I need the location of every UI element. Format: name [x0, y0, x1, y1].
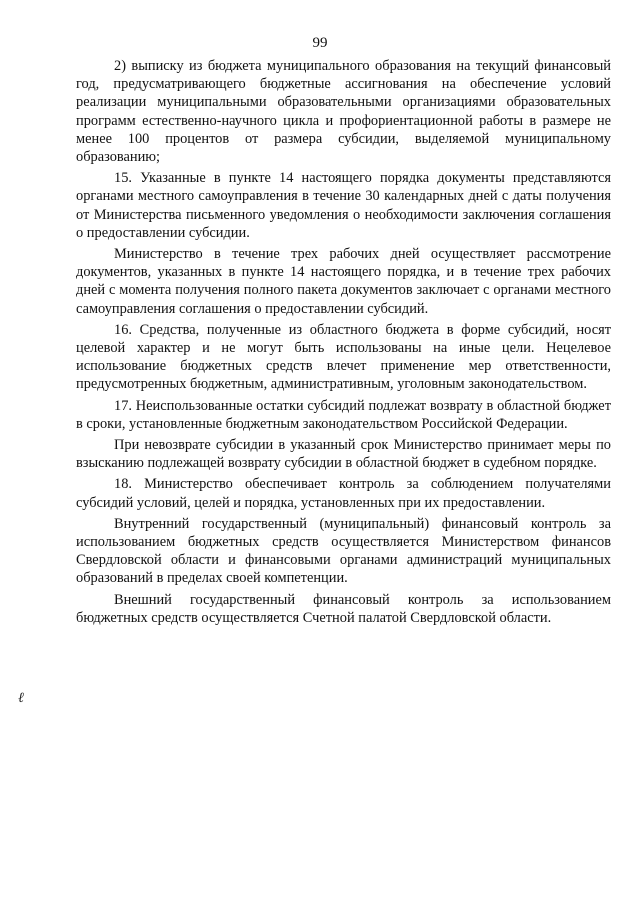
document-body	[76, 57, 611, 630]
paragraph-internal-control: Внутренний государственный (муниципальный) финансовый контроль за использованием бюджетных средств осуществляется Министерством финансов Свердловской области и финансовыми органами администраций муниципальных образований в пределах своей компетенции.	[76, 515, 611, 587]
paragraph-non-return: При невозврате субсидии в указанный срок Министерство принимает меры по взысканию подлежащей возврату субсидии в областной бюджет в судебном порядке.	[76, 437, 611, 472]
paragraph-budget-extract: 2) выписку из бюджета муниципального образования на текущий финансовый год, предусматривающего бюджетные ассигнования на обеспечение условий реализации муниципальными образовательными организациями образовательных программ естественно-научного цикла и профориентационной работы в размере не менее 100 процентов от размера субсидии, выделяемой муниципальному образованию;	[76, 58, 611, 166]
paragraph-clause-15: 15. Указанные в пункте 14 настоящего порядка документы представляются органами местного самоуправления в течение 30 календарных дней с даты получения от Министерства письменного уведомления о необходимости заключения соглашения о предоставлении субсидии.	[76, 170, 611, 241]
paragraph-external-control: Внешний государственный финансовый контроль за использованием бюджетных средств осуществляется Счетной палатой Свердловской области.	[76, 591, 611, 626]
paragraph-clause-17: 17. Неиспользованные остатки субсидий подлежат возврату в областной бюджет в сроки, установленные бюджетным законодательством Российской Федерации.	[76, 397, 611, 432]
paragraph-ministry-review: Министерство в течение трех рабочих дней осуществляет рассмотрение документов, указанных в пункте 14 настоящего порядка, и в течение трех рабочих дней с момента получения полного пакета документов заключает с органами местного самоуправления соглашения о предоставлении субсидий.	[76, 246, 611, 317]
paragraph-clause-16: 16. Средства, полученные из областного бюджета в форме субсидий, носят целевой характер и не могут быть использованы на иные цели. Нецелевое использование бюджетных средств влечет применение мер ответственности, предусмотренных бюджетным, административным, уголовным законодательством.	[76, 321, 611, 393]
paragraph-clause-18: 18. Министерство обеспечивает контроль за соблюдением получателями субсидий условий, целей и порядка, установленных при их предоставлении.	[76, 476, 611, 511]
page-number: 99	[312, 35, 328, 51]
margin-mark: ℓ	[18, 691, 24, 706]
